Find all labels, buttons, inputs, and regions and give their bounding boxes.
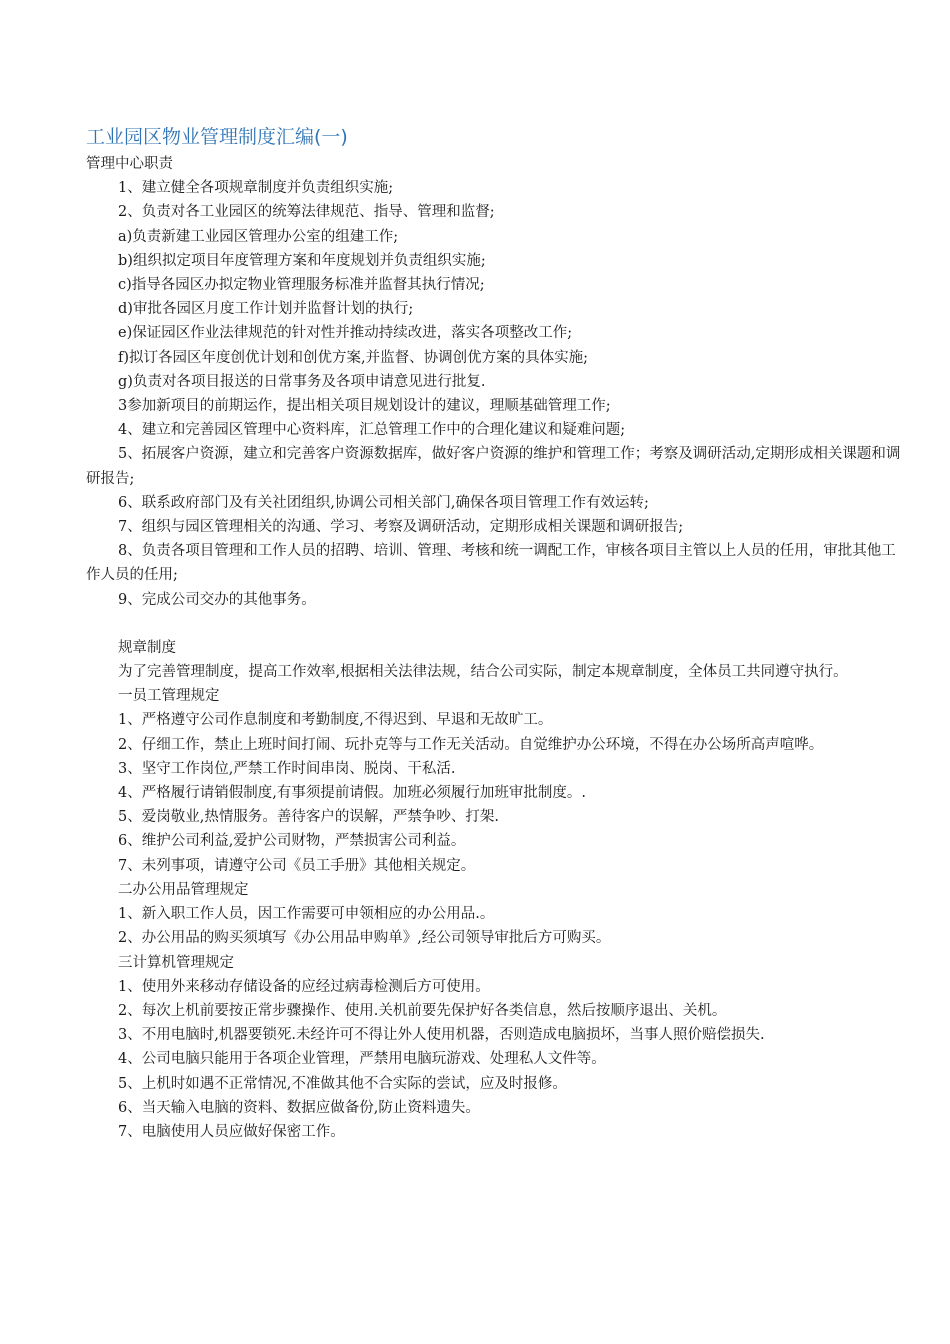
list-item: e)保证园区作业法律规范的针对性并推动持续改进，落实各项整改工作; — [118, 325, 573, 342]
list-item: 1、新入职工作人员，因工作需要可申领相应的办公用品.。 — [118, 906, 495, 923]
list-item: 5、拓展客户资源，建立和完善客户资源数据库，做好客户资源的维护和管理工作；考察及调研活动,定期形成相关课题和调研报告; — [86, 446, 901, 487]
paragraph-spacer — [86, 612, 904, 636]
list-item: 4、严格履行请销假制度,有事须提前请假。加班必须履行加班审批制度。. — [118, 785, 586, 802]
list-item: f)拟订各园区年度创优计划和创优方案,并监督、协调创优方案的具体实施; — [118, 349, 589, 366]
document-page — [86, 124, 904, 1144]
list-item: 2、仔细工作，禁止上班时间打闹、玩扑克等与工作无关活动。自觉维护办公环境，不得在办公场所高声喧哗。 — [118, 736, 824, 753]
document-title: 工业园区物业管理制度汇编(一) — [86, 126, 348, 148]
rules-intro: 为了完善管理制度，提高工作效率,根据相关法律法规，结合公司实际，制定本规章制度，全体员工共同遵守执行。 — [118, 664, 848, 681]
list-item: 4、建立和完善园区管理中心资料库，汇总管理工作中的合理化建议和疑难问题; — [118, 422, 626, 439]
subsection-heading-computer: 三计算机管理规定 — [118, 954, 234, 971]
list-item: 5、上机时如遇不正常情况,不准做其他不合实际的尝试，应及时报修。 — [118, 1075, 567, 1092]
list-item: 2、负责对各工业园区的统筹法律规范、指导、管理和监督; — [118, 204, 495, 221]
list-item: 3、坚守工作岗位,严禁工作时间串岗、脱岗、干私活. — [118, 760, 456, 777]
list-item: 9、完成公司交办的其他事务。 — [118, 591, 316, 608]
section-heading-management-center: 管理中心职责 — [86, 156, 173, 172]
list-item: 7、未列事项，请遵守公司《员工手册》其他相关规定。 — [118, 857, 476, 874]
list-item: 3参加新项目的前期运作，提出相关项目规划设计的建议，理顺基础管理工作; — [118, 398, 611, 415]
list-item: g)负责对各项目报送的日常事务及各项申请意见进行批复. — [118, 373, 486, 390]
list-item: 6、当天输入电脑的资料、数据应做备份,防止资料遗失。 — [118, 1099, 480, 1116]
list-item: c)指导各园区办拟定物业管理服务标准并监督其执行情况; — [118, 277, 485, 294]
list-item: d)审批各园区月度工作计划并监督计划的执行; — [118, 301, 414, 318]
list-item: 8、负责各项目管理和工作人员的招聘、培训、管理、考核和统一调配工作，审核各项目主管以上人员的任用，审批其他工作人员的任用; — [86, 543, 896, 584]
list-item: 2、办公用品的购买须填写《办公用品申购单》,经公司领导审批后方可购买。 — [118, 930, 611, 947]
list-item: 1、严格遵守公司作息制度和考勤制度,不得迟到、早退和无故旷工。 — [118, 712, 553, 729]
section-heading-rules: 规章制度 — [118, 639, 176, 656]
list-item: 1、使用外来移动存储设备的应经过病毒检测后方可使用。 — [118, 978, 490, 995]
list-item: 6、联系政府部门及有关社团组织,协调公司相关部门,确保各项目管理工作有效运转; — [118, 494, 649, 511]
list-item: 6、维护公司利益,爱护公司财物，严禁损害公司利益。 — [118, 833, 466, 850]
list-item: 7、组织与园区管理相关的沟通、学习、考察及调研活动，定期形成相关课题和调研报告; — [118, 519, 684, 536]
subsection-heading-staff: 一员工管理规定 — [118, 688, 220, 705]
list-item: 4、公司电脑只能用于各项企业管理，严禁用电脑玩游戏、处理私人文件等。 — [118, 1051, 606, 1068]
list-item: 7、电脑使用人员应做好保密工作。 — [118, 1123, 345, 1140]
list-item: a)负责新建工业园区管理办公室的组建工作; — [118, 228, 399, 245]
list-item: b)组织拟定项目年度管理方案和年度规划并负责组织实施; — [118, 252, 486, 269]
list-item: 3、不用电脑时,机器要锁死.未经许可不得让外人使用机器，否则造成电脑损坏，当事人照价赔偿损失. — [118, 1027, 765, 1044]
subsection-heading-office-supplies: 二办公用品管理规定 — [118, 881, 249, 898]
list-item: 1、建立健全各项规章制度并负责组织实施; — [118, 180, 394, 197]
list-item: 5、爱岗敬业,热情服务。善待客户的误解，严禁争吵、打架. — [118, 809, 499, 826]
list-item: 2、每次上机前要按正常步骤操作、使用.关机前要先保护好各类信息，然后按顺序退出、关机。 — [118, 1002, 727, 1019]
